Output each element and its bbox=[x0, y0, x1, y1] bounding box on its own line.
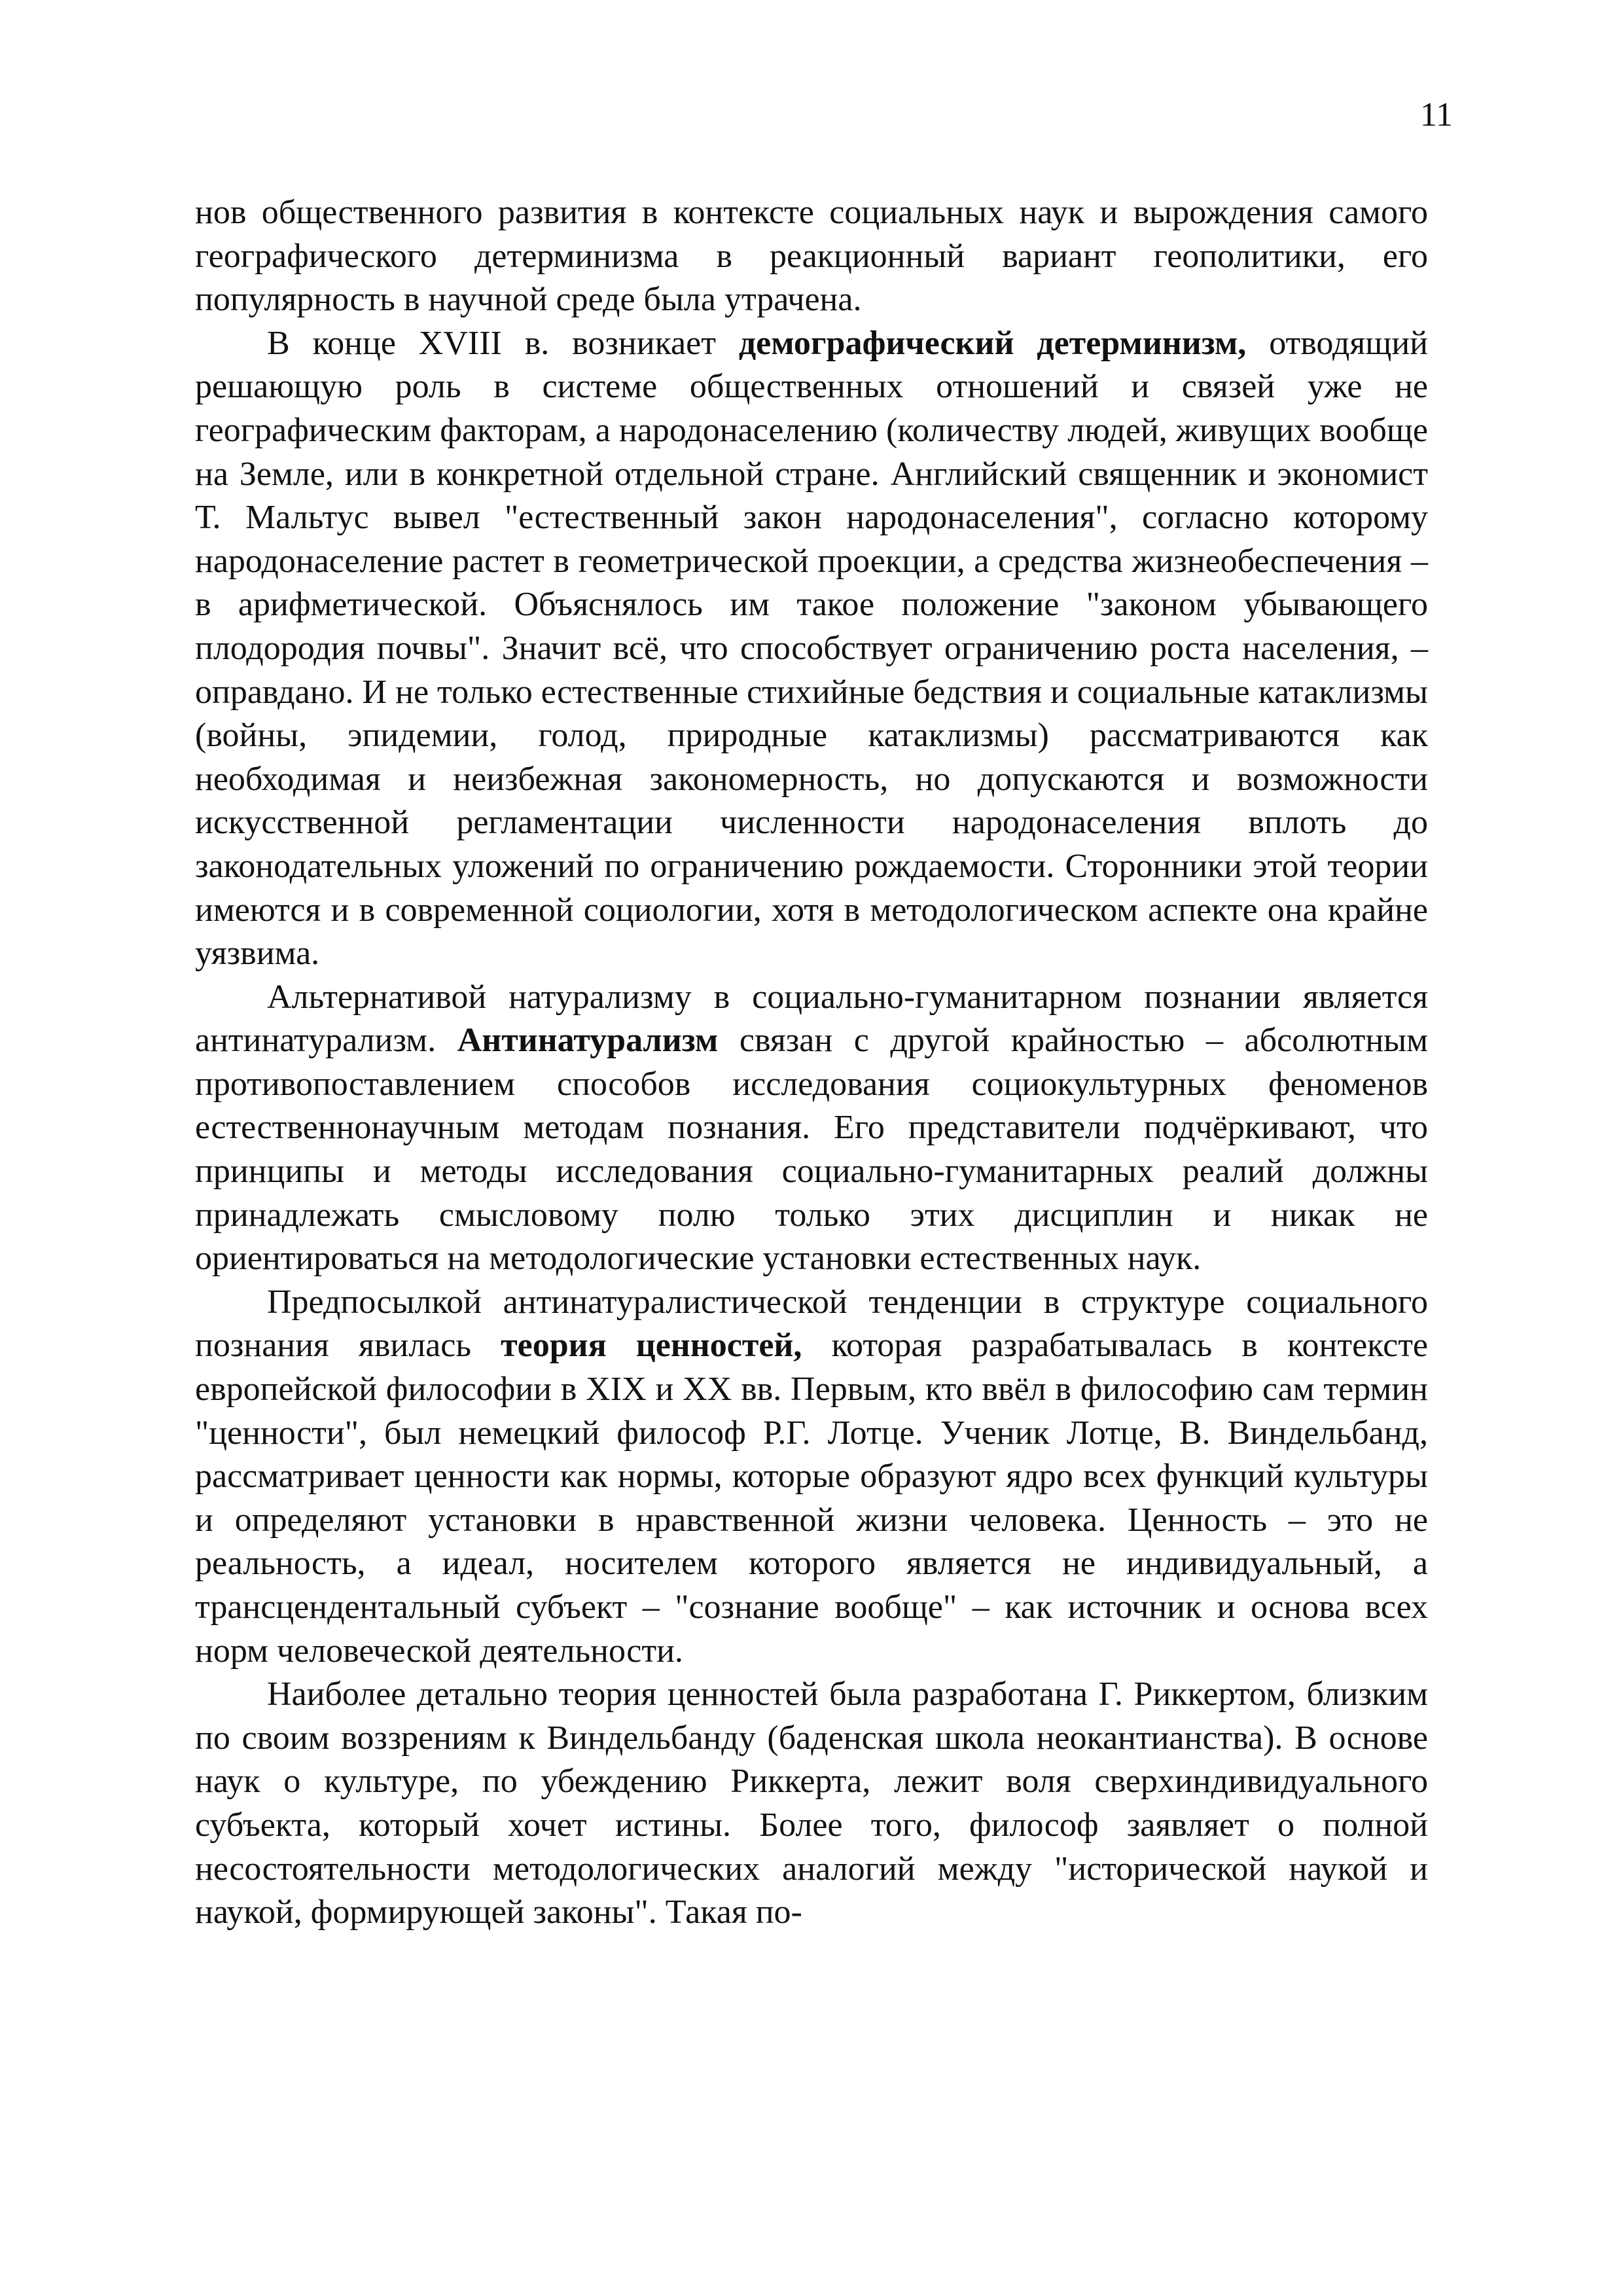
paragraph bbox=[195, 1281, 1428, 1673]
paragraph-text: которая разрабатывалась в контексте европейской философии в XIX и XX вв. Первым, кто ввёл в философию сам термин "ценности", был немецкий философ Р.Г. Лотце. Ученик Лотце, В. Виндельбанд, рассматривает ценности как нормы, которые образуют ядро всех функций культуры и определяют установки в нравственной жизни человека. Ценность – это не реальность, а идеал, носителем которого является не индивидуальный, а трансцендентальный субъект – "сознание вообще" – как источник и основа всех норм человеческой деятельности. bbox=[195, 1327, 1428, 1670]
paragraph bbox=[195, 1673, 1428, 1935]
paragraph bbox=[195, 976, 1428, 1281]
paragraph bbox=[195, 191, 1428, 322]
paragraph-text: связан с другой крайностью – абсолютным противопоставлением способов исследования социокультурных феноменов естественнонаучным методам познания. Его представители подчёркивают, что принципы и методы исследования социально-гуманитарных реалий должны принадлежать смысловому полю только этих дисциплин и никак не ориентироваться на методологические установки естественных наук. bbox=[195, 1022, 1428, 1278]
paragraph-text: Наиболее детально теория ценностей была разработана Г. Риккертом, близким по своим воззрениям к Виндельбанду (баденская школа неокантианства). В основе наук о культуре, по убеждению Риккерта, лежит воля сверхиндивидуального субъекта, который хочет истины. Более того, философ заявляет о полной несостоятельности методологических аналогий между "исторической наукой и наукой, формирующей законы". Такая по- bbox=[195, 1676, 1428, 1931]
page-number: 11 bbox=[1419, 96, 1453, 134]
paragraph bbox=[195, 322, 1428, 976]
paragraph-text: В конце XVIII в. возникает bbox=[267, 324, 739, 362]
bold-term: демографический детерминизм, bbox=[738, 324, 1247, 362]
bold-term: Антинатурализм bbox=[457, 1022, 719, 1060]
paragraph-text: Альтернативой натурализму в социально-гуманитарном познании является антинатурализм. bbox=[195, 978, 1428, 1060]
paragraph-text: отводящий решающую роль в системе общественных отношений и связей уже не географическим факторам, а народонаселению (количеству людей, живущих вообще на Земле, или в конкретной отдельной стране. Английский священник и экономист Т. Мальтус вывел "естественный закон народонаселения", согласно которому народонаселение растет в геометрической проекции, а средства жизнеобеспечения – в арифметической. Объяснялось им такое положение "законом убывающего плодородия почвы". Значит всё, что способствует ограничению роста населения, – оправдано. И не только естественные стихийные бедствия и социальные катаклизмы (войны, эпидемии, голод, природные катаклизмы) рассматриваются как необходимая и неизбежная закономерность, но допускаются и возможности искусственной регламентации численности народонаселения вплоть до законодательных уложений по ограничению рождаемости. Сторонники этой теории имеются и в современной социологии, хотя в методологическом аспекте она крайне уязвима. bbox=[195, 324, 1429, 973]
paragraph-text: нов общественного развития в контексте социальных наук и вырождения самого географического детерминизма в реакционный вариант геополитики, его популярность в научной среде была утрачена. bbox=[195, 194, 1428, 319]
document-body bbox=[195, 191, 1428, 1935]
paragraph-text: Предпосылкой антинатуралистической тенденции в структуре социального познания явилась bbox=[195, 1283, 1428, 1365]
bold-term: теория ценностей, bbox=[501, 1327, 802, 1365]
